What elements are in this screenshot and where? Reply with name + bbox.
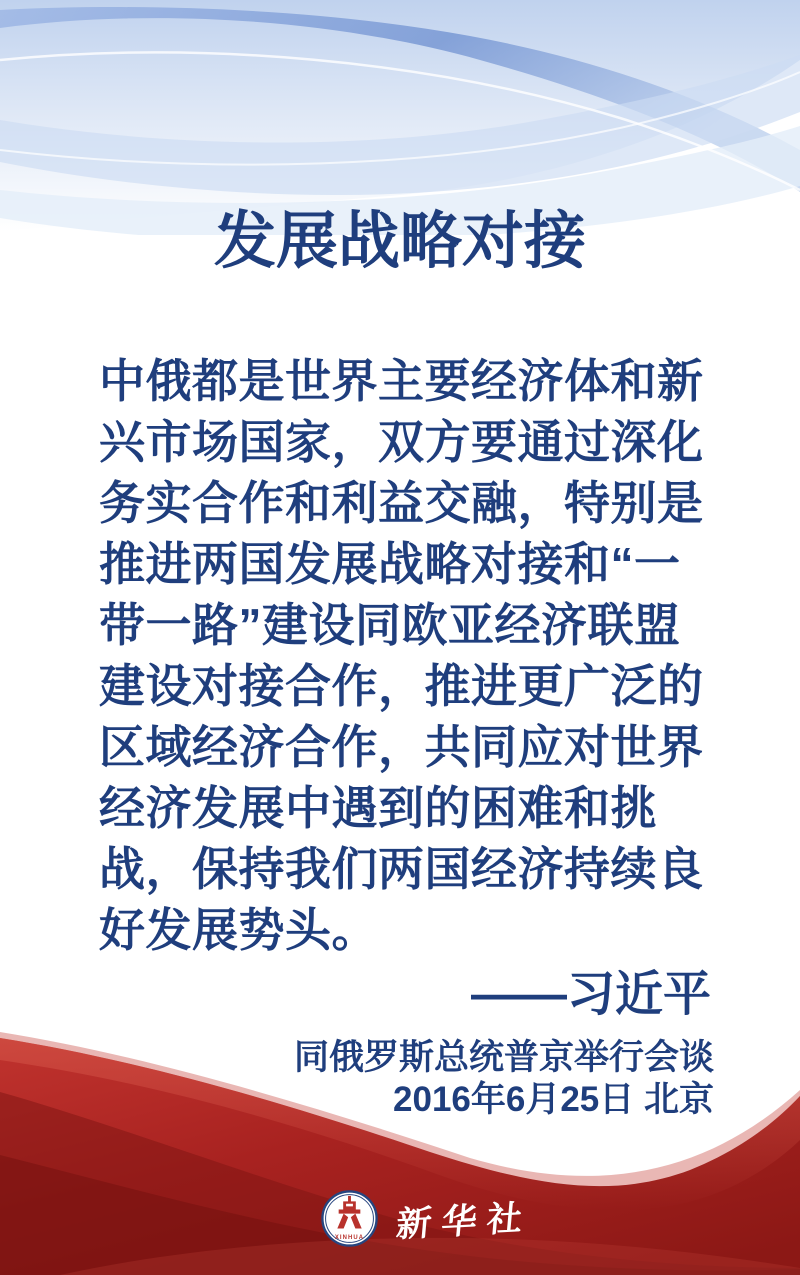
quote-line: 务实合作和利益交融，特别是 (99, 477, 704, 529)
xinhua-brand (317, 1186, 532, 1251)
top-wave-decoration (0, 0, 800, 235)
quote-line: 兴市场国家，双方要通过深化 (99, 416, 704, 468)
quote-line: 区域经济合作，共同应对世界 (99, 721, 704, 773)
quote-line: 中俄都是世界主要经济体和新 (99, 355, 704, 407)
quote-line: 带一路”建设同欧亚经济联盟 (99, 599, 681, 651)
quote-line: 经济发展中遇到的困难和挑 (99, 782, 657, 834)
quote-block (99, 351, 713, 961)
quote-line: 推进两国发展战略对接和“一 (99, 538, 681, 590)
meta-date-location: 2016年6月25日 北京 (393, 1080, 714, 1119)
agency-name-calligraphy: 新华社 (394, 1197, 534, 1245)
quote-line: 建设对接合作，推进更广泛的 (99, 660, 704, 712)
meta-event: 同俄罗斯总统普京举行会谈 (293, 1038, 714, 1077)
xinhua-emblem-icon (317, 1186, 382, 1251)
quote-attribution: ——习近平 (470, 968, 711, 1021)
emblem-latin-text: XINHUA (334, 1234, 365, 1241)
quote-line: 好发展势头。 (99, 904, 378, 956)
quote-line: 战，保持我们两国经济持续良 (99, 843, 704, 895)
poster-title: 发展战略对接 (213, 207, 586, 276)
